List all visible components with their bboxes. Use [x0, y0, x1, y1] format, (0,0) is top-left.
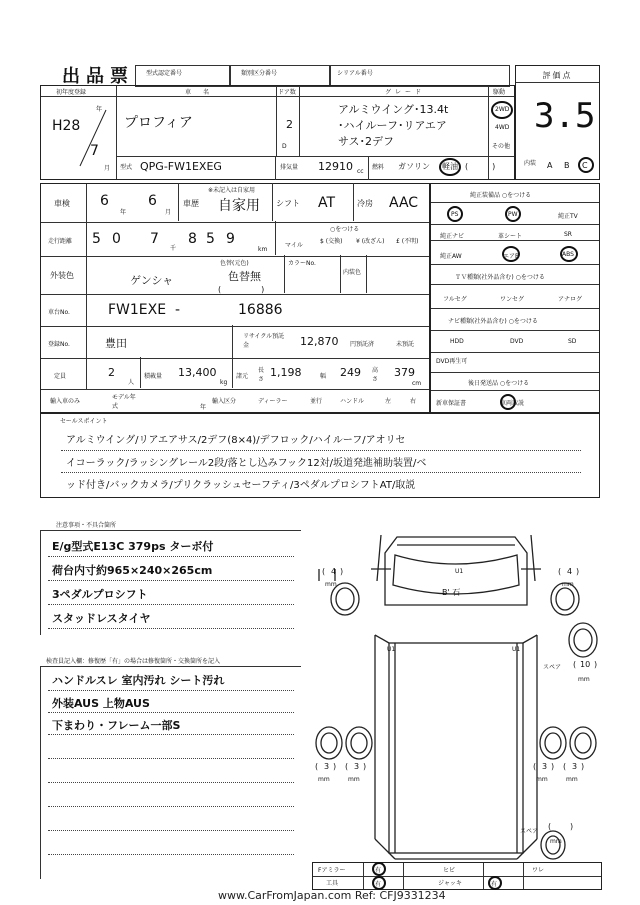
tire-rear-left-1: 3 [324, 762, 330, 771]
interior-grade-c: C [582, 161, 588, 170]
shaken-label: 車検 [54, 199, 70, 208]
capacity-unit: 人 [128, 379, 135, 386]
inspector-line-3: 下まわり・フレーム一部S [52, 719, 181, 732]
inspector-line-1: ハンドルスレ 室内汚れ シート汚れ [52, 674, 225, 687]
shaken-month: 6 [148, 193, 157, 209]
model-label: 型式 [120, 164, 133, 171]
equip-navi: 純正ナビ [440, 233, 465, 240]
mileage-digit-1: 5 [92, 231, 101, 247]
reg-value: 豊田 [105, 337, 127, 350]
fuel-gas: ガソリン [398, 162, 430, 171]
recycle-status: 円預託済 [350, 341, 375, 348]
windshield-label: Fアミラー [318, 867, 346, 874]
doors-value: 2 [286, 118, 293, 131]
dim-unit: cm [412, 380, 422, 387]
note-line-4: スタッドレスタイヤ [52, 612, 151, 625]
equip-ps: PS [451, 211, 459, 218]
spare-lower-unit: mm [550, 838, 562, 845]
diagram-b-stone: B' 石 [442, 588, 461, 597]
tire-rear-right-2-unit: mm [566, 776, 578, 783]
import-parallel: 並行 [310, 398, 323, 405]
grade-line-2: ･ハイルーフ･リアエア [338, 119, 447, 132]
date-slash [78, 108, 108, 168]
equip-tv: 純正TV [558, 213, 578, 220]
cooling-label: 冷房 [357, 199, 373, 208]
load-value: 13,400 [178, 366, 217, 379]
tire-front-right-unit: mm [562, 581, 574, 588]
width-label: 幅 [320, 373, 327, 380]
diagram-u1-top: U1 [455, 568, 464, 575]
tire-rear-left-2-unit: mm [348, 776, 360, 783]
color-repaint: 色替無 [228, 270, 261, 283]
inspector-label: 検査員記入欄：修復歴「有」の場合は修復箇所・交換箇所を記入 [46, 658, 221, 665]
interior-color-label: 内装色 [343, 269, 362, 276]
handle-label: ハンドル [340, 398, 365, 405]
mileage-thousand: 千 [170, 245, 177, 252]
selling-line-1: アルミウイング/リアエアサス/2デフ(8×4)/デフロック/ハイルーフ/アオリセ [66, 435, 406, 446]
exterior-color-label: 外装色 [50, 271, 74, 280]
tire-rear-right-1-unit: mm [536, 776, 548, 783]
year-unit: 年 [96, 106, 103, 113]
handle-left: 左 [385, 398, 392, 405]
meter-unknown: £ (不明) [396, 238, 419, 245]
spare-upper-label: スペア [543, 664, 562, 671]
drive-2wd: 2WD [495, 106, 510, 113]
displacement-label: 排気量 [280, 164, 299, 171]
handle-right: 右 [410, 398, 417, 405]
dvd-label: DVD再生可 [436, 358, 468, 365]
tire-rear-right-2: 3 [572, 762, 578, 771]
crack-label: ワレ [532, 867, 545, 874]
notes-label: 注意事項・不具合箇所 [56, 522, 117, 529]
equip-abs: ABS [562, 251, 574, 258]
form-title: 出品票 [62, 66, 134, 87]
load-unit: kg [220, 379, 228, 386]
grade-label: グレード [385, 89, 426, 96]
note-line-2: 荷台内寸約965×240×265cm [52, 564, 213, 577]
first-reg-era: H28 [52, 118, 81, 134]
spare-upper-value: 10 [580, 660, 591, 669]
first-reg-label: 初年度登録 [56, 89, 87, 96]
model-cert-box [135, 65, 230, 87]
equip-sr: SR [564, 231, 572, 238]
car-name-label: 車名 [185, 89, 222, 96]
mile-label: マイル [285, 242, 303, 249]
cooling-value: AAC [389, 195, 419, 211]
shaken-year: 6 [100, 193, 109, 209]
recycle-value: 12,870 [300, 335, 339, 348]
inspector-line-2: 外装AUS 上物AUS [52, 697, 150, 710]
chassis-number: 16886 [238, 302, 283, 318]
load-label: 積載量 [144, 373, 163, 380]
model-year-label: モデル年式 [112, 394, 136, 410]
tire-front-left-unit: mm [325, 581, 337, 588]
after-manual: 車両取説 [500, 400, 525, 407]
note-line-3: 3ペダルプロシフト [52, 588, 148, 601]
meter-replaced: $ (交換) [320, 238, 343, 245]
recycle-label: リサイクル預託金 [243, 333, 285, 349]
import-type-label: 輸入区分 [212, 398, 237, 405]
chassis-dash: - [175, 302, 181, 318]
jack-present: 有 [491, 881, 498, 888]
navi-dvd: DVD [510, 338, 524, 345]
doors-label: ドア数 [278, 89, 296, 96]
navi-hdd: HDD [450, 338, 464, 345]
doors-d: D [282, 143, 287, 150]
equip-aw: 純正AW [440, 253, 462, 260]
spare-lower-label: スペア [520, 828, 539, 835]
vehicle-diagram [305, 525, 605, 870]
scratch-label: ヒビ [443, 867, 456, 874]
mileage-unit: km [258, 246, 268, 253]
tv-analog: アナログ [558, 296, 583, 303]
length-value: 1,198 [270, 366, 302, 379]
length-label: 長さ [258, 367, 265, 383]
mileage-digit-2: 0 [112, 231, 121, 247]
width-value: 249 [340, 366, 361, 379]
drive-other: その他 [492, 143, 511, 150]
mileage-label: 走行距離 [48, 238, 73, 245]
serial-box [330, 65, 510, 87]
diagram-u1-left: U1 [387, 646, 396, 653]
usage-note: ※未記入は自家用 [208, 187, 256, 194]
model-year-unit: 年 [200, 404, 207, 411]
exterior-color-value: ゲンシャ [130, 274, 174, 287]
shaken-month-unit: 月 [165, 209, 172, 216]
spare-upper-unit: mm [578, 676, 590, 683]
serial-label: シリアル番号 [337, 70, 373, 77]
interior-grade-b: B [564, 161, 570, 170]
tire-front-right: 4 [567, 567, 573, 576]
usage-label: 車歴 [183, 199, 199, 208]
meter-circle-note: ○をつける [330, 226, 360, 233]
tools-label: 工具 [326, 880, 339, 887]
color-original-label: 色替(元色) [220, 260, 249, 267]
grade-line-3: サス･2デフ [338, 135, 395, 148]
score-value: 3.5 [534, 96, 596, 136]
color-no-label: カラーNo. [288, 260, 316, 267]
shift-label: シフト [276, 199, 300, 208]
tv-one: ワンセグ [500, 296, 525, 303]
tire-rear-left-2: 3 [354, 762, 360, 771]
meter-tampered: ¥ (改ざん) [356, 238, 385, 245]
recycle-not: 未預託 [396, 341, 415, 348]
height-value: 379 [394, 366, 415, 379]
reg-label: 登録No. [48, 341, 70, 348]
after-warranty: 新車保証書 [436, 400, 467, 407]
tire-front-left: 4 [331, 567, 337, 576]
displacement-value: 12910 [318, 160, 353, 173]
model-cert-label: 型式認定番号 [146, 70, 183, 77]
tv-full: フルセグ [443, 296, 467, 303]
selling-points-label: セールスポイント [60, 418, 108, 425]
fuel-diesel: 軽油 [442, 162, 458, 171]
import-label: 輸入車のみ [50, 398, 81, 405]
windshield-present: 有 [375, 867, 382, 874]
interior-label: 内装 [524, 160, 537, 167]
chassis-label: 車台No. [48, 309, 70, 316]
navi-sd: SD [568, 338, 577, 345]
dims-label: 諸元 [236, 373, 249, 380]
jack-label: ジャッキ [438, 880, 462, 887]
interior-grade-a: A [547, 161, 553, 170]
usage-value: 自家用 [218, 198, 260, 214]
mileage-digit-5: 5 [206, 231, 215, 247]
mileage-digit-3: 7 [150, 231, 159, 247]
month-unit: 月 [104, 165, 111, 172]
capacity-label: 定員 [54, 373, 67, 380]
import-dealer: ディーラー [258, 398, 288, 405]
chassis-prefix: FW1EXE [108, 302, 167, 318]
category-box [230, 65, 330, 87]
drive-4wd: 4WD [495, 124, 510, 131]
capacity-value: 2 [108, 366, 115, 379]
score-label: 評価点 [542, 71, 573, 80]
color-paren: ( ) [218, 285, 265, 294]
tire-rear-right-1: 3 [542, 762, 548, 771]
grade-line-1: アルミウイング･13.4t [338, 103, 449, 116]
selling-line-3: ッド付き/バックカメラ/プリクラッシュセーフティ/3ペダルプロシフトAT/取説 [66, 480, 416, 491]
after-title: 後日発送品 ○をつける [468, 380, 530, 387]
watermark: www.CarFromJapan.com Ref: CFJ9331234 [218, 889, 446, 902]
tire-rear-left-1-unit: mm [318, 776, 330, 783]
equip-airbag: エアB [503, 253, 520, 260]
tools-present: 有 [375, 881, 382, 888]
navi-title: ナビ種類(社外品含む) ○をつける [448, 318, 538, 325]
model-code: QPG-FW1EXEG [140, 160, 222, 173]
drive-label: 駆動 [493, 89, 506, 96]
tv-title: ＴＶ種類(社外品含む) ○をつける [455, 274, 545, 281]
equipment-title: 純正装備品 ○をつける [470, 192, 532, 199]
equip-leather: 革シート [498, 233, 523, 240]
selling-line-2: イコーラック/ラッシングレール2段/落とし込みフック12対/坂道発進補助装置/ベ [66, 458, 427, 469]
car-name: プロフィア [124, 115, 193, 131]
shift-value: AT [318, 195, 336, 211]
mileage-digit-4: 8 [188, 231, 197, 247]
diagram-u1-right: U1 [512, 646, 521, 653]
equip-pw: PW [508, 211, 518, 218]
note-line-1: E/g型式E13C 379ps ターボ付 [52, 540, 214, 553]
category-label: 類別区分番号 [241, 70, 278, 77]
displacement-unit: cc [357, 168, 364, 175]
fuel-label: 燃料 [372, 164, 385, 171]
height-label: 高さ [372, 367, 379, 383]
mileage-digit-6: 9 [226, 231, 235, 247]
shaken-year-unit: 年 [120, 209, 127, 216]
first-reg-month: 7 [90, 143, 99, 159]
